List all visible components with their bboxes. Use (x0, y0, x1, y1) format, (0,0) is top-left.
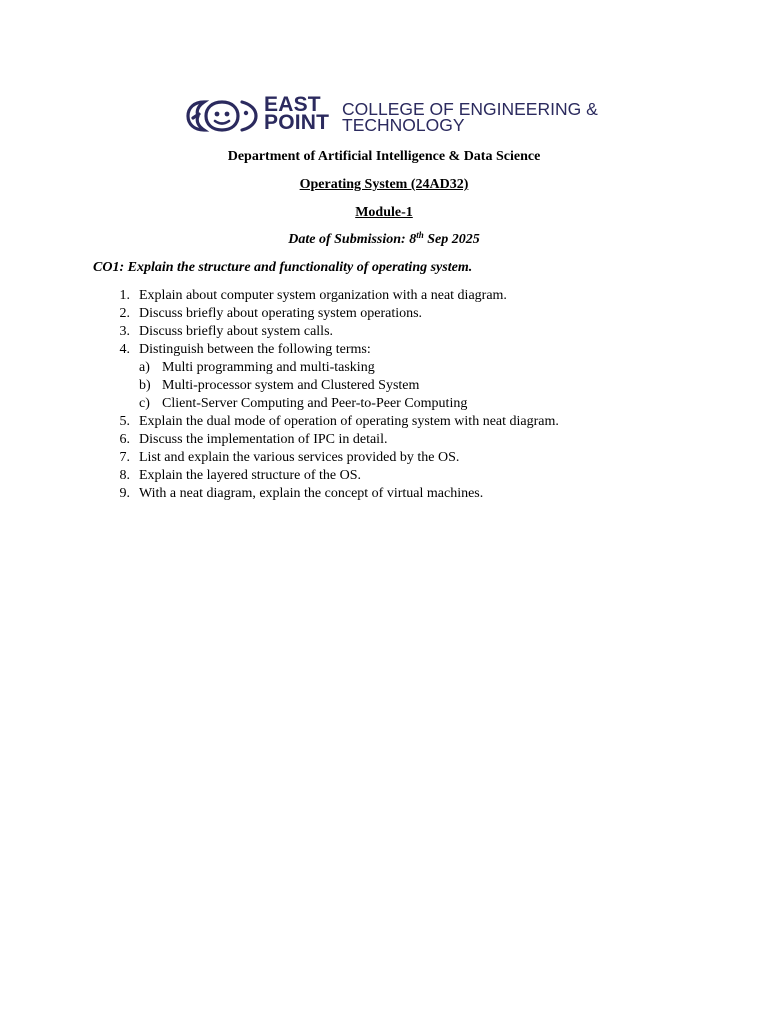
question-item (0, 485, 768, 503)
logo-word-east: EAST (264, 93, 321, 116)
question-number: 5. (119, 414, 130, 429)
submission-date-suffix: Sep 2025 (423, 232, 480, 247)
question-item (0, 449, 768, 467)
logo-emblem-icon (184, 96, 262, 136)
subquestion-letter: b) (139, 378, 151, 393)
question-text: Explain about computer system organization with a neat diagram. (139, 288, 507, 303)
subquestion-text: Multi-processor system and Clustered System (162, 378, 420, 393)
question-number: 2. (119, 306, 130, 321)
question-item (0, 305, 768, 323)
module-title: Module-1 (355, 205, 413, 220)
question-number: 9. (119, 486, 130, 501)
question-item (0, 287, 768, 305)
question-text: Discuss the implementation of IPC in detail. (139, 432, 388, 447)
subquestion-text: Client-Server Computing and Peer-to-Peer Computing (162, 396, 468, 411)
question-number: 3. (119, 324, 130, 339)
question-item (0, 323, 768, 341)
question-number: 7. (119, 450, 130, 465)
department-title: Department of Artificial Intelligence & Data Science (227, 149, 541, 164)
question-text: Explain the dual mode of operation of operating system with neat diagram. (139, 414, 559, 429)
question-number: 4. (119, 342, 130, 357)
subquestion-letter: a) (139, 360, 150, 375)
submission-date (0, 231, 768, 249)
subquestion-text: Multi programming and multi-tasking (162, 360, 375, 375)
question-text: Distinguish between the following terms: (139, 342, 371, 357)
question-item (0, 431, 768, 449)
subquestion-item (0, 359, 768, 377)
subquestion-item (0, 377, 768, 395)
course-outcome-heading: CO1: Explain the structure and functionality of operating system. (93, 260, 473, 275)
question-text: Explain the layered structure of the OS. (139, 468, 361, 483)
logo-technology-line: TECHNOLOGY (342, 115, 465, 135)
question-number: 6. (119, 432, 130, 447)
logo-college-line: COLLEGE OF ENGINEERING & (342, 99, 598, 119)
question-text: Discuss briefly about system calls. (139, 324, 334, 339)
question-text: Discuss briefly about operating system operations. (139, 306, 423, 321)
question-number: 1. (119, 288, 130, 303)
college-logo (184, 93, 604, 136)
submission-date-prefix: Date of Submission: 8 (288, 232, 417, 247)
subquestion-item (0, 395, 768, 413)
question-list (0, 287, 768, 503)
logo-word-point: POINT (264, 111, 330, 134)
subquestion-letter: c) (139, 396, 150, 411)
question-item (0, 341, 768, 359)
question-number: 8. (119, 468, 130, 483)
question-item (0, 413, 768, 431)
subject-title: Operating System (24AD32) (299, 177, 469, 192)
submission-date-ordinal: th (416, 230, 424, 240)
question-item (0, 467, 768, 485)
question-text: With a neat diagram, explain the concept of virtual machines. (139, 486, 484, 501)
question-text: List and explain the various services provided by the OS. (139, 450, 460, 465)
